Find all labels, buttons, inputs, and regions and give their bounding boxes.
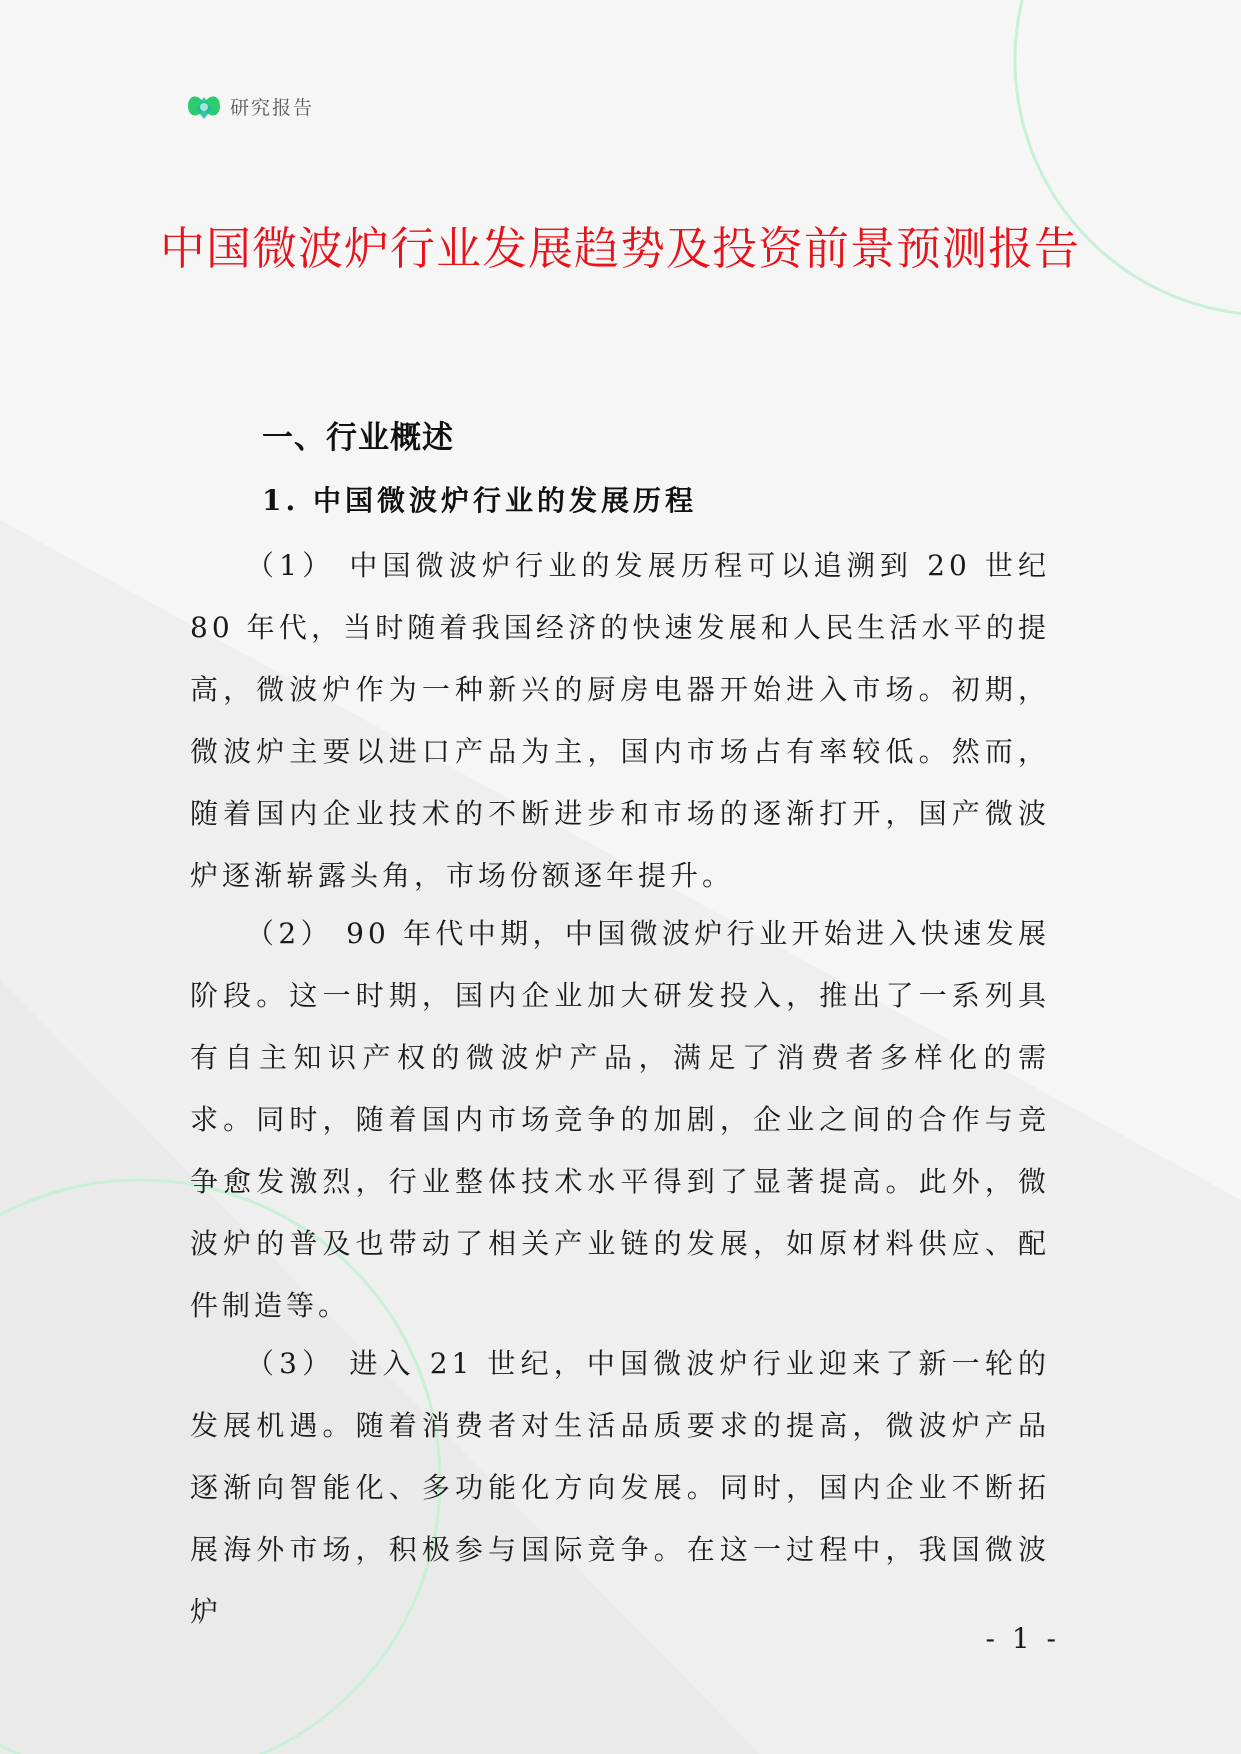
paragraph-3: （3） 进入 21 世纪，中国微波炉行业迎来了新一轮的发展机遇。随着消费者对生活品质要求的提高，微波炉产品逐渐向智能化、多功能化方向发展。同时，国内企业不断拓展海外市场，积极参与国际竞争。在这一过程中，我国微波炉: [190, 1347, 1050, 1628]
page-number: - 1 -: [985, 1622, 1060, 1655]
report-header: [186, 88, 314, 124]
report-title: 中国微波炉行业发展趋势及投资前景预测报告: [159, 222, 1080, 275]
paragraph-2: （2） 90 年代中期，中国微波炉行业开始进入快速发展阶段。这一时期，国内企业加大研发投入，推出了一系列具有自主知识产权的微波炉产品，满足了消费者多样化的需求。同时，随着国内市场竞争的加剧，企业之间的合作与竞争愈发激烈，行业整体技术水平得到了显著提高。此外，微波炉的普及也带动了相关产业链的发展，如原材料供应、配件制造等。: [190, 917, 1050, 1322]
section-heading: 一、行业概述: [262, 420, 454, 456]
paragraph-1: （1） 中国微波炉行业的发展历程可以追溯到 20 世纪 80 年代，当时随着我国经济的快速发展和人民生活水平的提高，微波炉作为一种新兴的厨房电器开始进入市场。初期，微波炉主要以进口产品为主，国内市场占有率较低。然而，随着国内企业技术的不断进步和市场的逐渐打开，国产微波炉逐渐崭露头角，市场份额逐年提升。: [190, 549, 1050, 892]
brand-logo-icon: [186, 89, 222, 123]
header-label: 研究报告: [230, 96, 315, 119]
sub-heading: 1. 中国微波炉行业的发展历程: [262, 484, 697, 517]
